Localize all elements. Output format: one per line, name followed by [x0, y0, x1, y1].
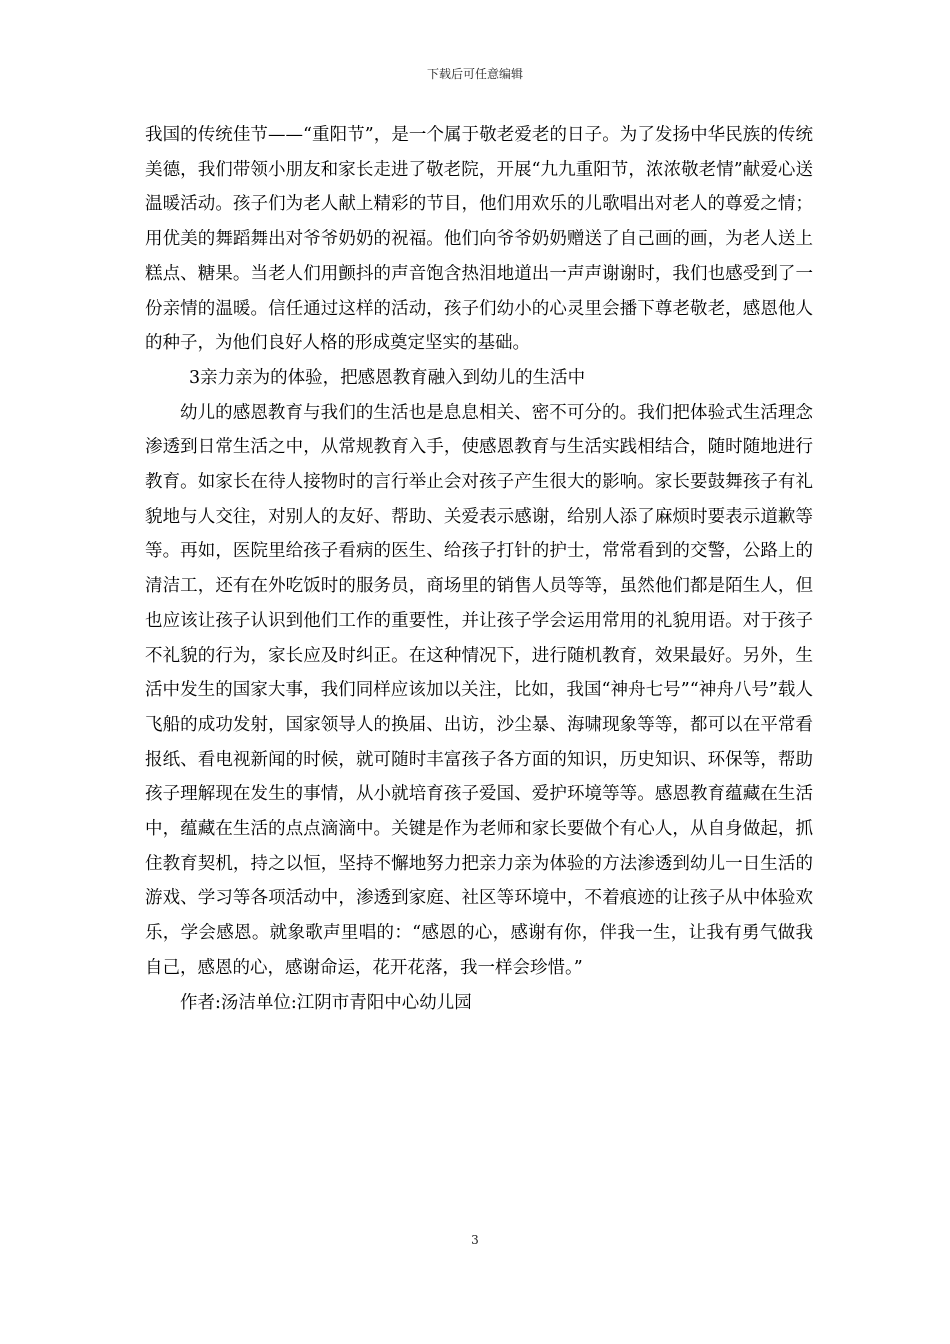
- page-number: 3: [471, 1233, 479, 1247]
- page-header: 下载后可任意编辑: [426, 67, 523, 81]
- paragraph-chongyang: 我国的传统佳节——“重阳节”，是一个属于敬老爱老的日子。为了发扬中华民族的传统美德，我们带领小朋友和家长走进了敬老院，开展“九九重阳节，浓浓敬老情”献爱心送温暖活动。孩子们为老人献上精彩的节目，他们用欢乐的儿歌唱出对老人的尊爱之情；用优美的舞蹈舞出对爷爷奶奶的祝福。他们向爷爷奶奶赠送了自己画的画，为老人送上糕点、糖果。当老人们用颤抖的声音饱含热泪地道出一声声谢谢时，我们也感受到了一份亲情的温暖。信任通过这样的活动，孩子们幼小的心灵里会播下尊老敬老，感恩他人的种子，为他们良好人格的形成奠定坚实的基础。: [145, 125, 813, 354]
- document-body: [145, 118, 813, 1020]
- paragraph-life-education: 幼儿的感恩教育与我们的生活也是息息相关、密不可分的。我们把体验式生活理念渗透到日常生活之中，从常规教育入手，使感恩教育与生活实践相结合，随时随地进行教育。如家长在待人接物时的言行举止会对孩子产生很大的影响。家长要鼓舞孩子有礼貌地与人交往，对别人的友好、帮助、关爱表示感谢，给别人添了麻烦时要表示道歉等等。再如，医院里给孩子看病的医生、给孩子打针的护士，常常看到的交警，公路上的清洁工，还有在外吃饭时的服务员，商场里的销售人员等等，虽然他们都是陌生人，但也应该让孩子认识到他们工作的重要性，并让孩子学会运用常用的礼貌用语。对于孩子不礼貌的行为，家长应及时纠正。在这种情况下，进行随机教育，效果最好。另外，生活中发生的国家大事，我们同样应该加以关注，比如，我国“神舟七号”“神舟八号”载人飞船的成功发射，国家领导人的换届、出访，沙尘暴、海啸现象等等，都可以在平常看报纸、看电视新闻的时候，就可随时丰富孩子各方面的知识，历史知识、环保等，帮助孩子理解现在发生的事情，从小就培育孩子爱国、爱护环境等等。感恩教育蕴藏在生活中，蕴藏在生活的点点滴滴中。关键是作为老师和家长要做个有心人，从自身做起，抓住教育契机，持之以恒，坚持不懈地努力把亲力亲为体验的方法渗透到幼儿一日生活的游戏、学习等各项活动中，渗透到家庭、社区等环境中，不着痕迹的让孩子从中体验欢乐，学会感恩。就象歌声里唱的：“感恩的心，感谢有你，伴我一生，让我有勇气做我自己，感恩的心，感谢命运，花开花落，我一样会珍惜。”: [145, 402, 813, 978]
- section-heading: 3亲力亲为的体验，把感恩教育融入到幼儿的生活中: [189, 367, 586, 388]
- author-line: 作者:汤洁单位:江阴市青阳中心幼儿园: [180, 992, 472, 1013]
